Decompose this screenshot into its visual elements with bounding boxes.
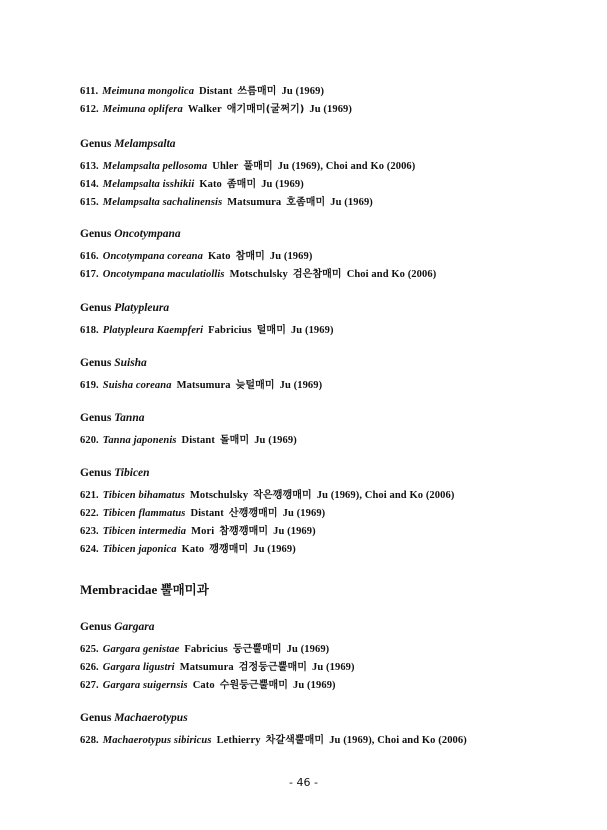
genus-name: Gargara	[114, 621, 155, 633]
author-name: Distant	[199, 86, 233, 97]
genus-heading	[80, 467, 150, 479]
author-name: Distant	[181, 434, 215, 446]
korean-name: 풀매미	[243, 160, 273, 172]
korean-name: 둥근뿔매미	[232, 643, 282, 655]
species-entry	[80, 522, 316, 537]
reference: Ju (1969), Choi and Ko (2006)	[316, 489, 455, 501]
korean-name: 늦털매미	[235, 379, 275, 391]
genus-heading	[80, 412, 144, 424]
author-name: Mori	[191, 526, 215, 538]
species-name: Gargara ligustri	[102, 661, 175, 673]
species-name: Oncotympana coreana	[102, 250, 203, 262]
species-entry	[80, 658, 355, 673]
species-entry	[80, 82, 324, 97]
species-entry	[80, 540, 296, 555]
reference: Choi and Ko (2006)	[346, 268, 437, 280]
genus-name: Suisha	[114, 357, 147, 369]
entry-number: 624.	[80, 544, 99, 556]
korean-name: 차갈색뿔매미	[265, 734, 325, 746]
korean-name: 참깽깽매미	[219, 526, 269, 538]
genus-heading	[80, 712, 188, 724]
species-entry	[80, 376, 322, 391]
reference: Ju (1969)	[279, 379, 323, 391]
species-name: Gargara genistae	[102, 643, 180, 655]
genus-name: Platypleura	[114, 302, 170, 314]
species-name: Platypleura Kaempferi	[102, 324, 204, 336]
reference: Ju (1969)	[261, 178, 304, 190]
genus-heading	[80, 357, 147, 369]
genus-name: Melampsalta	[114, 138, 176, 150]
author-name: Kato	[207, 250, 231, 262]
reference: Ju (1969), Choi and Ko (2006)	[329, 734, 467, 746]
korean-name: 참매미	[235, 250, 265, 262]
page-number: - 46 -	[289, 776, 318, 789]
korean-name: 작은깽깽매미	[253, 489, 312, 501]
korean-name: 호좀매미	[286, 197, 326, 209]
species-name: Suisha coreana	[102, 379, 172, 391]
species-name: Melampsalta pellosoma	[102, 160, 208, 172]
author-name: Matsumura	[227, 197, 282, 209]
species-entry	[80, 676, 336, 691]
species-name: Tibicen japonica	[102, 544, 177, 556]
genus-label: Genus	[80, 357, 112, 369]
entry-number: 612.	[80, 104, 99, 116]
korean-name: 좀매미	[226, 178, 257, 190]
entry-number: 621.	[80, 489, 99, 501]
korean-name: 수원둥근뿔매미	[219, 680, 289, 692]
species-name: Gargara suigernsis	[102, 680, 188, 692]
genus-label: Genus	[80, 412, 112, 424]
species-entry	[80, 504, 325, 519]
species-entry	[80, 731, 467, 746]
entry-number: 620.	[80, 434, 99, 446]
genus-heading	[80, 228, 181, 240]
entry-number: 619.	[80, 379, 99, 391]
species-entry	[80, 431, 297, 446]
entry-number: 618.	[80, 324, 99, 336]
entry-number: 614.	[80, 178, 99, 190]
entry-number: 623.	[80, 526, 99, 538]
species-name: Tibicen flammatus	[102, 507, 186, 519]
reference: Ju (1969), Choi and Ko (2006)	[277, 160, 416, 172]
species-entry	[80, 640, 329, 655]
family-korean-name: 뿔매미과	[160, 582, 209, 597]
species-entry	[80, 193, 373, 208]
entry-number: 613.	[80, 160, 99, 172]
species-name: Oncotympana maculatiollis	[102, 268, 225, 280]
korean-name: 깽깽매미	[209, 544, 249, 556]
species-entry	[80, 321, 334, 336]
species-name: Tanna japonenis	[102, 434, 177, 446]
genus-heading	[80, 302, 169, 314]
species-name: Meimuna oplifera	[102, 104, 183, 116]
author-name: Kato	[181, 544, 205, 556]
korean-name: 돌매미	[219, 434, 250, 446]
genus-label: Genus	[80, 138, 112, 150]
genus-name: Oncotympana	[114, 228, 181, 240]
author-name: Fabricius	[208, 324, 252, 336]
reference: Ju (1969)	[273, 526, 316, 538]
reference: Ju (1969)	[293, 680, 336, 692]
genus-label: Genus	[80, 621, 112, 633]
reference: Ju (1969)	[330, 197, 373, 209]
species-name: Melampsalta sachalinensis	[102, 197, 223, 209]
entry-number: 622.	[80, 507, 99, 519]
author-name: Distant	[190, 507, 224, 519]
korean-name: 털매미	[256, 324, 286, 336]
author-name: Motschulsky	[189, 489, 249, 501]
reference: Ju (1969)	[286, 643, 330, 655]
reference: Ju (1969)	[281, 86, 325, 97]
reference: Ju (1969)	[282, 507, 326, 519]
author-name: Motschulsky	[229, 268, 288, 280]
species-name: Tibicen bihamatus	[102, 489, 185, 501]
species-name: Tibicen intermedia	[102, 526, 187, 538]
korean-name: 쓰름매미	[237, 86, 277, 97]
entry-number: 616.	[80, 250, 99, 262]
korean-name: 산깽깽매미	[228, 507, 278, 519]
author-name: Uhler	[212, 160, 239, 172]
species-name: Meimuna mongolica	[102, 86, 195, 97]
genus-name: Tibicen	[114, 467, 150, 479]
korean-name: 검정둥근뿔매미	[238, 661, 308, 673]
entry-number: 627.	[80, 680, 99, 692]
entry-number: 626.	[80, 661, 99, 673]
genus-heading	[80, 621, 154, 633]
species-name: Machaerotypus sibiricus	[102, 734, 212, 746]
entry-number: 625.	[80, 643, 99, 655]
genus-label: Genus	[80, 712, 112, 724]
author-name: Fabricius	[184, 643, 228, 655]
genus-name: Tanna	[114, 412, 145, 424]
species-entry	[80, 175, 304, 190]
author-name: Walker	[187, 104, 222, 116]
species-entry	[80, 247, 312, 262]
korean-name: 검은참매미	[292, 268, 342, 280]
genus-name: Machaerotypus	[114, 712, 188, 724]
author-name: Cato	[192, 680, 215, 692]
species-entry	[80, 157, 415, 172]
reference: Ju (1969)	[269, 250, 313, 262]
reference: Ju (1969)	[309, 104, 352, 116]
korean-name: 애기매미(굴쩌기)	[226, 104, 305, 116]
reference: Ju (1969)	[312, 661, 355, 673]
entry-number: 628.	[80, 734, 99, 746]
species-name: Melampsalta isshikii	[102, 178, 195, 190]
genus-label: Genus	[80, 228, 112, 240]
reference: Ju (1969)	[290, 324, 334, 336]
genus-heading	[80, 138, 176, 150]
family-heading	[80, 580, 209, 598]
family-name: Membracidae	[80, 582, 158, 597]
reference: Ju (1969)	[254, 434, 297, 446]
species-entry	[80, 486, 454, 501]
reference: Ju (1969)	[253, 544, 296, 556]
entry-number: 611.	[80, 86, 99, 97]
entry-number: 617.	[80, 268, 99, 280]
species-entry	[80, 100, 352, 115]
genus-label: Genus	[80, 467, 112, 479]
author-name: Kato	[199, 178, 222, 190]
author-name: Matsumura	[176, 379, 231, 391]
author-name: Matsumura	[179, 661, 234, 673]
genus-label: Genus	[80, 302, 112, 314]
entry-number: 615.	[80, 197, 99, 209]
species-entry	[80, 265, 436, 280]
author-name: Lethierry	[216, 734, 261, 746]
